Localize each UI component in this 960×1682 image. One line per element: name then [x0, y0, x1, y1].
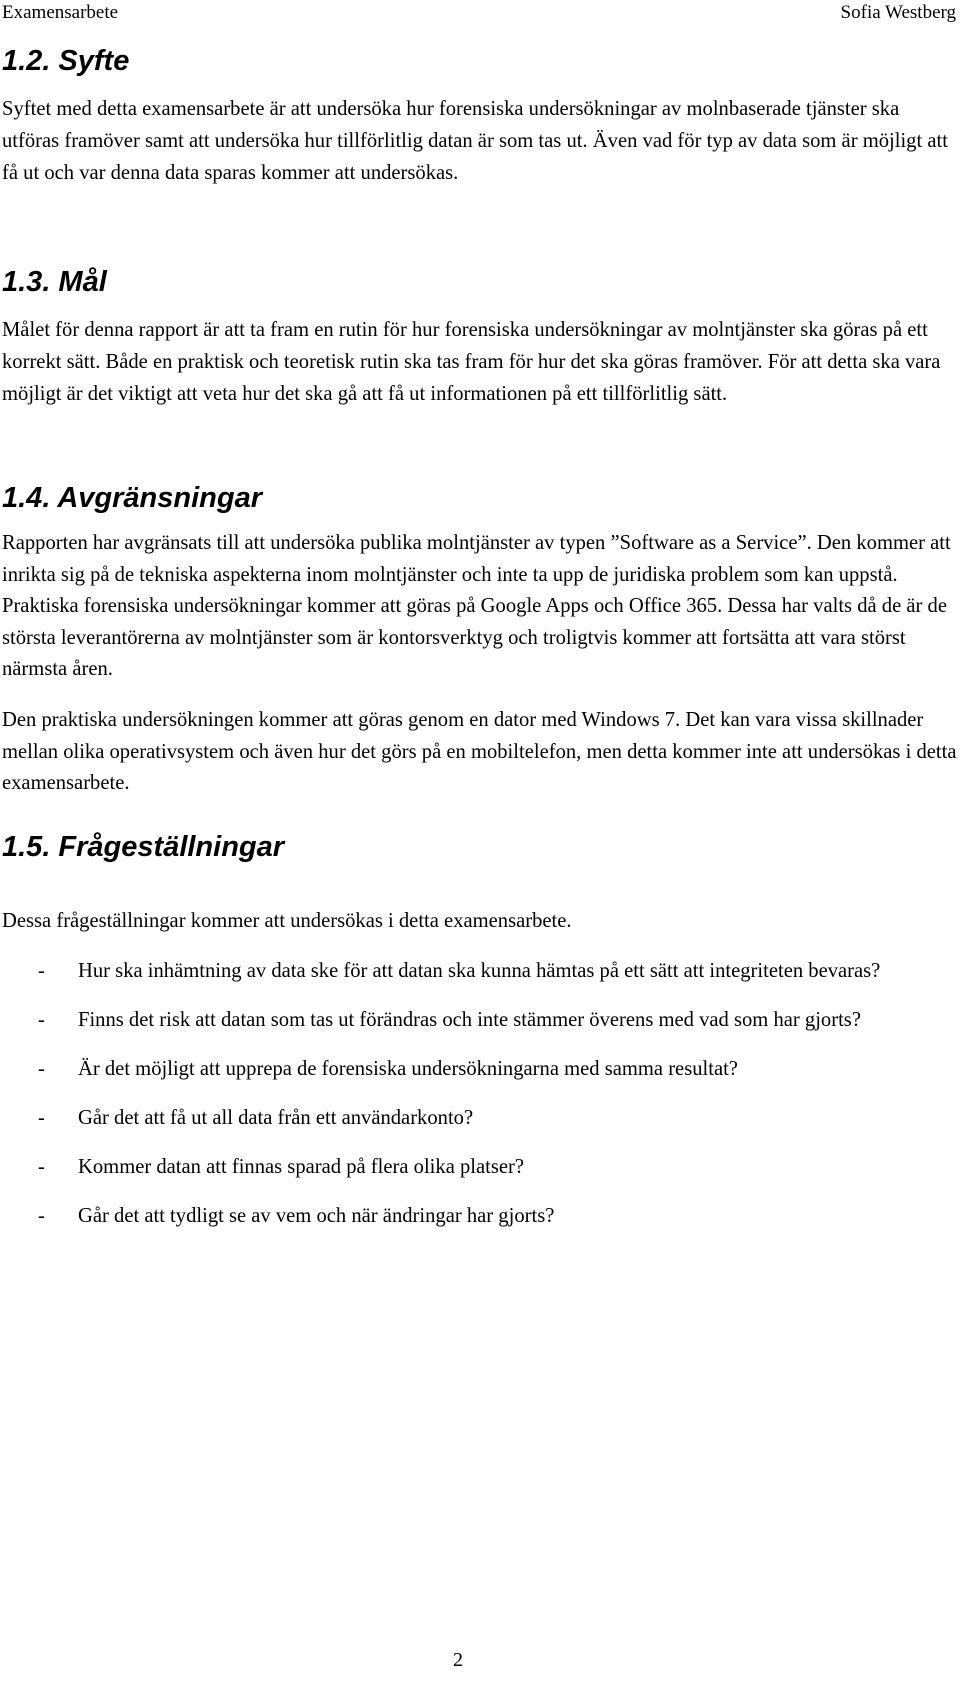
paragraph-syfte: Syftet med detta examensarbete är att undersöka hur forensiska undersökningar av molnbaserade tjänster ska utföras framöver samt att undersöka hur tillförlitlig datan är som tas ut. Även vad för typ av data som är möjligt att få ut och var denna data sparas kommer att undersökas. — [2, 98, 948, 184]
question-text: Finns det risk att datan som tas ut förändras och inte stämmer överens med vad som har gjorts? — [78, 1009, 861, 1031]
header-document-title: Examensarbete — [2, 2, 119, 23]
dash-bullet: - — [38, 1156, 45, 1178]
dash-bullet: - — [38, 1009, 45, 1031]
dash-bullet: - — [38, 960, 45, 982]
paragraph-avgransningar-2: Den praktiska undersökningen kommer att göras genom en dator med Windows 7. Det kan vara vissa skillnader mellan olika operativsystem och även hur det görs på en mobiltelefon, men detta kommer inte att undersökas i detta examensarbete. — [2, 709, 957, 794]
header-author: Sofia Westberg — [840, 2, 956, 23]
dash-bullet: - — [38, 1205, 45, 1227]
list-item — [0, 955, 955, 987]
paragraph-avgransningar: Rapporten har avgränsats till att undersöka publika molntjänster av typen ”Software as a Service”. Den kommer att inrikta sig på de tekniska aspekterna inom molntjänster och inte ta upp de juridiska problem som kan uppstå. Praktiska forensiska undersökningar kommer att göras på Google Apps och Office 365. Dessa har valts då de är de största leverantörerna av molntjänster som är kontorsverktyg och troligtvis kommer att fortsätta att vara störst närmsta åren. — [2, 532, 951, 680]
list-item — [0, 1200, 955, 1232]
question-text: Kommer datan att finnas sparad på flera olika platser? — [78, 1156, 525, 1178]
question-text: Är det möjligt att upprepa de forensiska undersökningarna med samma resultat? — [78, 1058, 738, 1080]
list-item — [0, 1151, 955, 1183]
paragraph-mal: Målet för denna rapport är att ta fram en rutin för hur forensiska undersökningar av molntjänster ska göras på ett korrekt sätt. Både en praktisk och teoretisk rutin ska tas fram för hur det ska göras framöver. För att detta ska vara möjligt är det viktigt att veta hur det ska gå att få ut informationen på ett tillförlitlig sätt. — [2, 319, 941, 405]
question-text: Går det att få ut all data från ett användarkonto? — [78, 1107, 474, 1129]
dash-bullet: - — [38, 1058, 45, 1080]
heading-fragestallningar: 1.5. Frågeställningar — [2, 831, 285, 863]
heading-syfte: 1.2. Syfte — [2, 45, 130, 77]
heading-avgransningar: 1.4. Avgränsningar — [2, 482, 263, 514]
dash-bullet: - — [38, 1107, 45, 1129]
heading-mal: 1.3. Mål — [2, 266, 107, 298]
list-item — [0, 1102, 955, 1134]
list-item — [0, 1004, 955, 1036]
paragraph-fragestallningar-intro: Dessa frågeställningar kommer att undersökas i detta examensarbete. — [2, 910, 572, 932]
question-text: Hur ska inhämtning av data ske för att datan ska kunna hämtas på ett sätt att integriteten bevaras? — [78, 960, 881, 982]
list-item — [0, 1053, 955, 1085]
question-text: Går det att tydligt se av vem och när ändringar har gjorts? — [78, 1205, 555, 1227]
question-list — [0, 955, 955, 1249]
page-number: 2 — [453, 1649, 463, 1671]
